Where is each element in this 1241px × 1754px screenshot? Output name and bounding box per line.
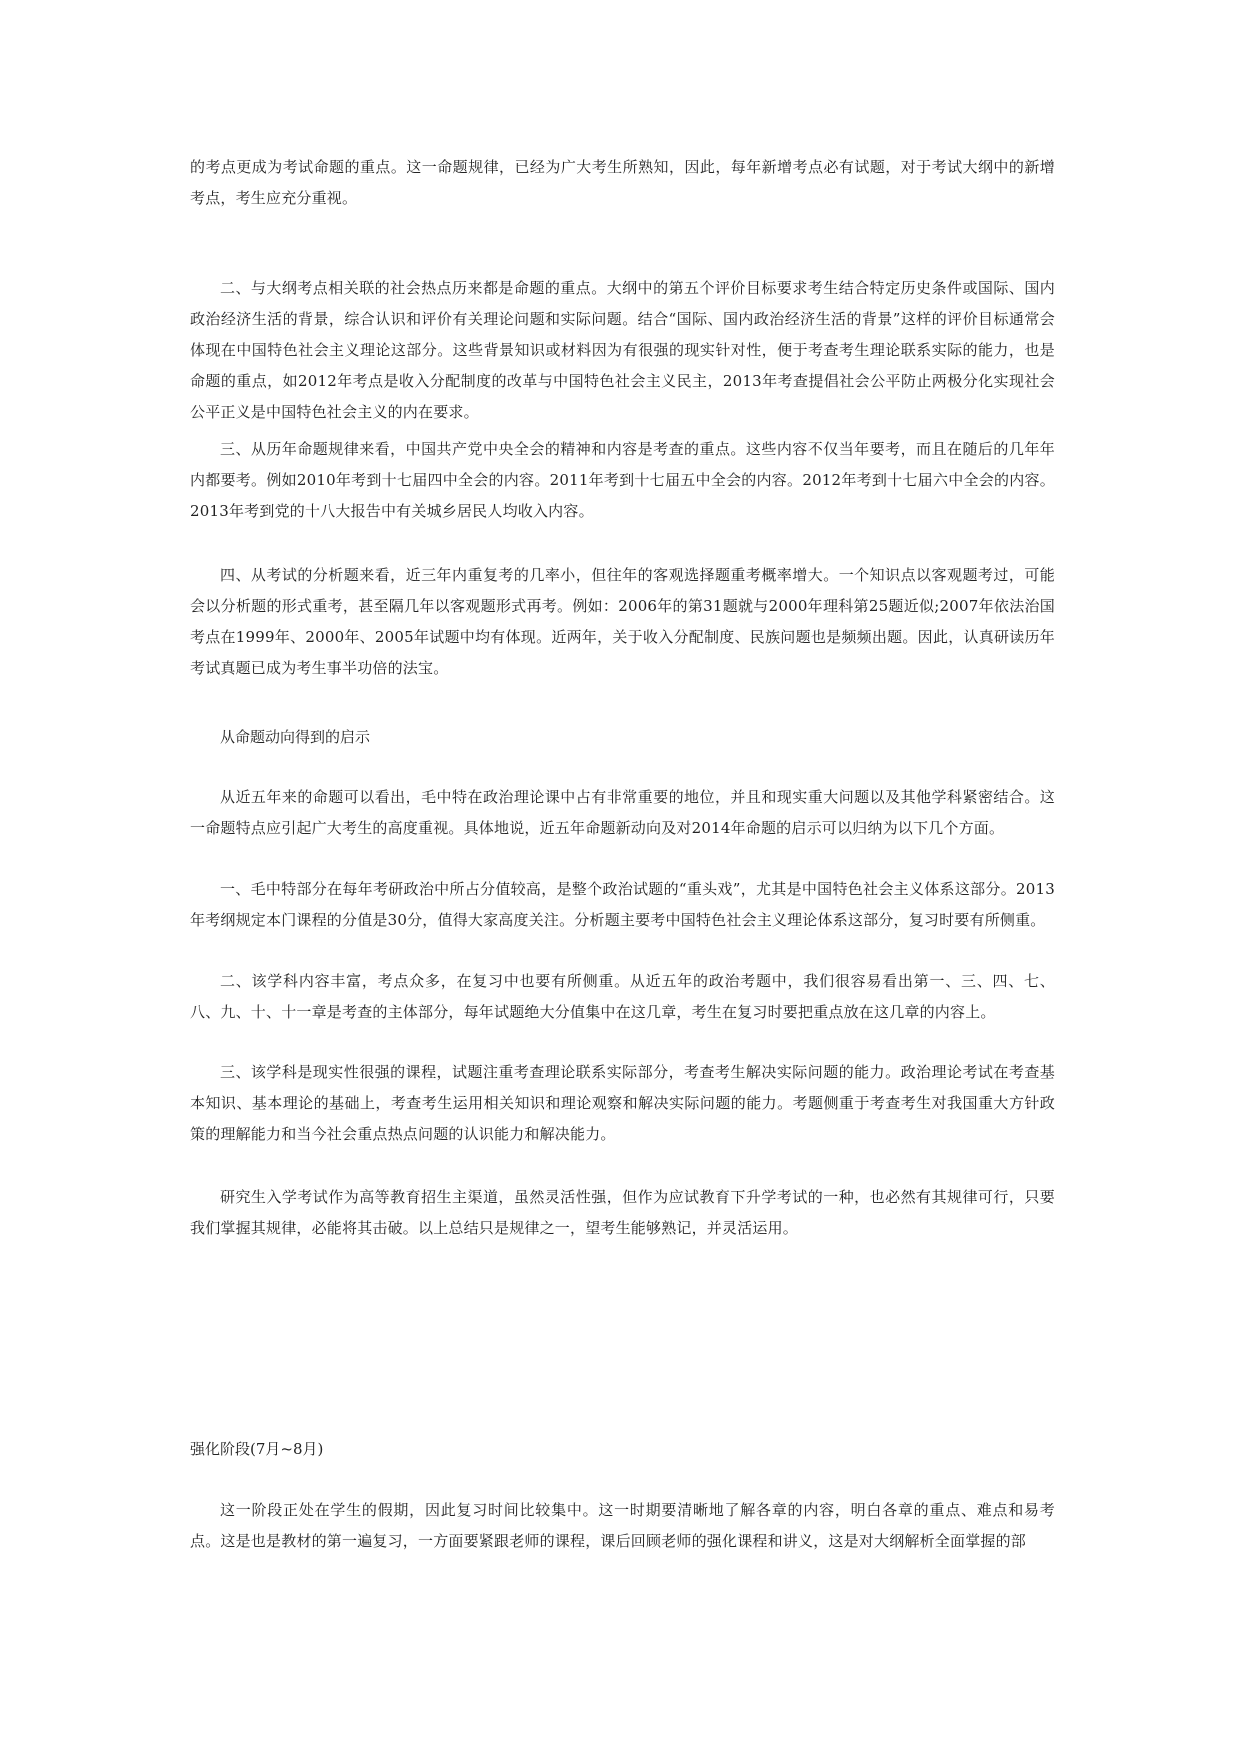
paragraph-item-three: 三、该学科是现实性很强的课程，试题注重考查理论联系实际部分，考查考生解决实际问题的能力。政治理论考试在考查基本知识、基本理论的基础上，考查考生运用相关知识和理论观察和解决实际问题的能力。考题侧重于考查考生对我国重大方针政策的理解能力和当今社会重点热点问题的认识能力和解决能力。: [190, 1063, 1055, 1143]
paragraph-conclusion: 研究生入学考试作为高等教育招生主渠道，虽然灵活性强，但作为应试教育下升学考试的一种，也必然有其规律可行，只要我们掌握其规律，必能将其击破。以上总结只是规律之一，望考生能够熟记，并灵活运用。: [190, 1188, 1055, 1237]
paragraph-point-three: 三、从历年命题规律来看，中国共产党中央全会的精神和内容是考查的重点。这些内容不仅当年要考，而且在随后的几年年内都要考。例如2010年考到十七届四中全会的内容。2011年考到十七届五中全会的内容。2012年考到十七届六中全会的内容。2013年考到党的十八大报告中有关城乡居民人均收入内容。: [190, 440, 1055, 520]
paragraph-item-one: 一、毛中特部分在每年考研政治中所占分值较高，是整个政治试题的“重头戏”，尤其是中国特色社会主义体系这部分。2013年考纲规定本门课程的分值是30分，值得大家高度关注。分析题主要考中国特色社会主义理论体系这部分，复习时要有所侧重。: [190, 880, 1055, 929]
paragraph-continued: 的考点更成为考试命题的重点。这一命题规律，已经为广大考生所熟知，因此，每年新增考点必有试题，对于考试大纲中的新增考点，考生应充分重视。: [190, 158, 1055, 207]
paragraph-intensive-stage: 这一阶段正处在学生的假期，因此复习时间比较集中。这一时期要清晰地了解各章的内容，明白各章的重点、难点和易考点。这是也是教材的第一遍复习，一方面要紧跟老师的课程，课后回顾老师的强化课程和讲义，这是对大纲解析全面掌握的部: [190, 1501, 1055, 1550]
paragraph-point-two: 二、与大纲考点相关联的社会热点历来都是命题的重点。大纲中的第五个评价目标要求考生结合特定历史条件或国际、国内政治经济生活的背景，综合认识和评价有关理论问题和实际问题。结合“国际、国内政治经济生活的背景”这样的评价目标通常会体现在中国特色社会主义理论这部分。这些背景知识或材料因为有很强的现实针对性，便于考查考生理论联系实际的能力，也是命题的重点，如2012年考点是收入分配制度的改革与中国特色社会主义民主，2013年考查提倡社会公平防止两极分化实现社会公平正义是中国特色社会主义的内在要求。: [190, 279, 1055, 421]
paragraph-item-two: 二、该学科内容丰富，考点众多，在复习中也要有所侧重。从近五年的政治考题中，我们很容易看出第一、三、四、七、八、九、十、十一章是考查的主体部分，每年试题绝大分值集中在这几章，考生在复习时要把重点放在这几章的内容上。: [190, 972, 1055, 1021]
section-heading-intensive-stage: 强化阶段(7月~8月): [190, 1440, 324, 1458]
section-heading-inspiration: 从命题动向得到的启示: [220, 728, 371, 746]
paragraph-point-four: 四、从考试的分析题来看，近三年内重复考的几率小，但往年的客观选择题重考概率增大。一个知识点以客观题考过，可能会以分析题的形式重考，甚至隔几年以客观题形式再考。例如：2006年的第31题就与2000年理科第25题近似;2007年依法治国考点在1999年、2000年、2005年试题中均有体现。近两年，关于收入分配制度、民族问题也是频频出题。因此，认真研读历年考试真题已成为考生事半功倍的法宝。: [190, 566, 1055, 677]
paragraph-overview: 从近五年来的命题可以看出，毛中特在政治理论课中占有非常重要的地位，并且和现实重大问题以及其他学科紧密结合。这一命题特点应引起广大考生的高度重视。具体地说，近五年命题新动向及对2014年命题的启示可以归纳为以下几个方面。: [190, 788, 1055, 837]
